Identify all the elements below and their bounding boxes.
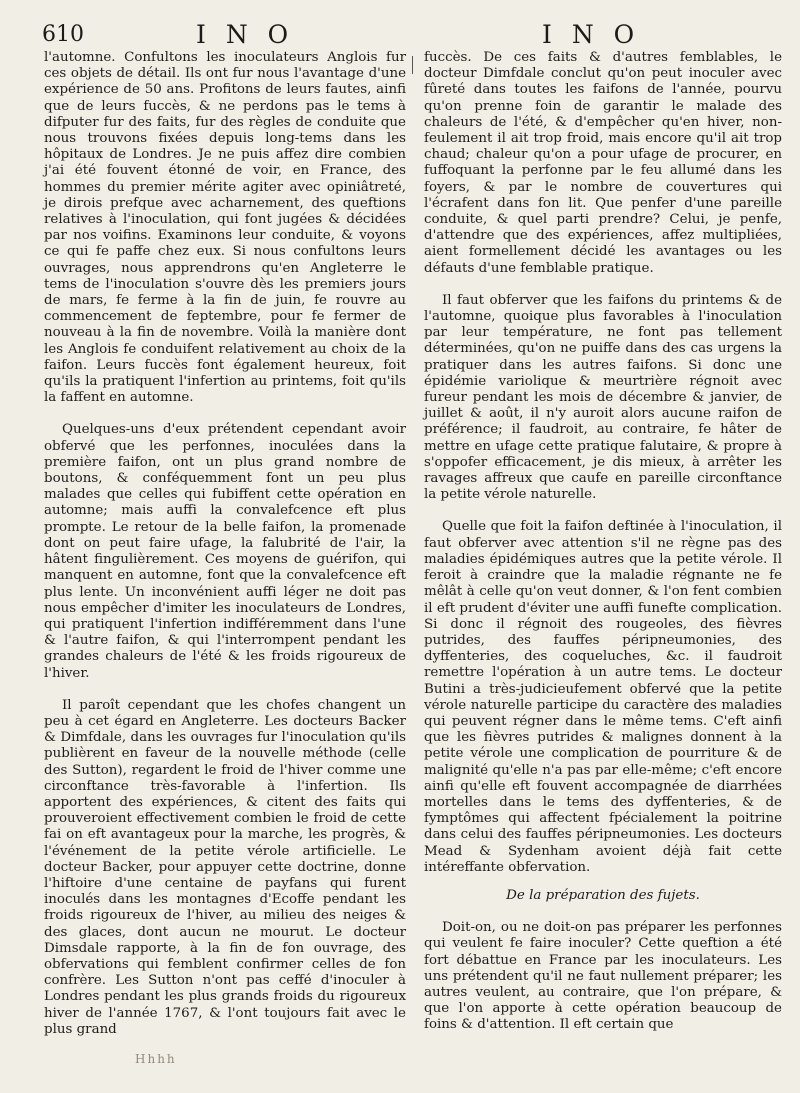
column-divider — [412, 56, 413, 74]
paragraph: Quelle que foit la faifon deftinée à l'inoculation, il faut obferver avec attention s'il ne règne pas des maladies épidémiques autres que la petite vérole. Il feroit à craindre que la maladie régnante ne fe mêlât à celle qu'on veut donner, & l'on fent combien il eft prudent d'éviter une auffi funefte complication. Si donc il régnoit des rougeoles, des fièvres putrides, des fauffes péripneumonies, des dyffenteries, des coqueluches, &c. il faudroit remettre l'opération à un autre tems. Le docteur Butini a très-judicieufement obfervé que la petite vérole naturelle participe du caractère des maladies qui peuvent régner dans le même tems. C'eft ainfi que les fièvres putrides & malignes donnent à la petite vérole une complication de pourriture & de malignité qu'elle n'a pas par elle-même; c'eft encore ainfi qu'elle eft fouvent accompagnée de diarrhées mortelles dans le tems des dyffenteries, & de fymptômes qui affectent fpécialement la poitrine dans celui des fauffes péripneumonies. Les docteurs Mead & Sydenham avoient déjà fait cette intéreffante obfervation. — [424, 519, 782, 875]
signature-mark: Hhhh — [135, 1052, 177, 1066]
paragraph: l'automne. Confultons les inoculateurs Anglois fur ces objets de détail. Ils ont fur nous l'avantage d'une expérience de 50 ans. Profitons de leurs fautes, ainfi que de leurs fuccès, & ne perdons pas le tems à difputer fur des faits, fur des règles de conduite que nous trouvons fixées depuis long-tems dans les hôpitaux de Londres. Je ne puis affez dire combien j'ai été fouvent étonné de voir, en France, des hommes du premier mérite agiter avec opiniâtreté, je dirois prefque avec acharnement, des queftions relatives à l'inoculation, qui font jugées & décidées par nos voifins. Examinons leur conduite, & voyons ce qui fe paffe chez eux. Si nous confultons leurs ouvrages, nous apprendrons qu'en Angleterre le tems de l'inoculation s'ouvre dès les premiers jours de mars, fe ferme à la fin de juin, fe rouvre au commencement de feptembre, pour fe fermer de nouveau à la fin de novembre. Voilà la manière dont les Anglois fe conduifent relativement au choix de la faifon. Leurs fuccès font également heureux, foit qu'ils la pratiquent l'infertion au printems, foit qu'ils la faffent en automne. — [44, 50, 406, 406]
paragraph: fuccès. De ces faits & d'autres femblables, le docteur Dimfdale conclut qu'on peut inoculer avec fûreté dans toutes les faifons de l'année, pourvu qu'on prenne foin de garantir le malade des chaleurs de l'été, & d'empêcher qu'en hiver, non-feulement il ait trop froid, mais encore qu'il ait trop chaud; chaleur qu'on a pour ufage de procurer, en fuffoquant la perfonne par le feu allumé dans les foyers, & par le nombre de couvertures qui l'écrafent dans fon lit. Que penfer d'une pareille conduite, & quel parti prendre? Celui, je penfe, d'attendre que des expériences, affez multipliées, aient formellement décidé les avantages ou les défauts d'une femblable pratique. — [424, 50, 782, 276]
paragraph: Il faut obferver que les faifons du printems & de l'automne, quoique plus favorables à l'inoculation par leur température, ne font pas tellement déterminées, qu'on ne puiffe dans des cas urgens la pratiquer dans les autres faifons. Si donc une épidémie variolique & meurtrière régnoit avec fureur pendant les mois de décembre & janvier, de juillet & août, il n'y auroit alors aucune raifon de préférence; il faudroit, au contraire, fe hâter de mettre en ufage cette pratique falutaire, & propre à s'oppofer efficacement, je dis mieux, à arrêter les ravages affreux que caufe en pareille circonftance la petite vérole naturelle. — [424, 292, 782, 503]
running-head-right: I N O — [542, 20, 641, 49]
page-number: 610 — [42, 22, 84, 47]
paragraph: Quelques-uns d'eux prétendent cependant avoir obfervé que les perfonnes, inoculées dans la première faifon, ont un plus grand nombre de boutons, & conféquemment font un peu plus malades que celles qui fubiffent cette opération en automne; mais auffi la convalefcence eft plus prompte. Le retour de la belle faifon, la promenade dont on peut faire ufage, la falubrité de l'air, la hâtent fingulièrement. Ces moyens de guérifon, qui manquent en automne, font que la convalefcence eft plus lente. Un inconvénient auffi léger ne doit pas nous empêcher d'imiter les inoculateurs de Londres, qui pratiquent l'infertion indifféremment dans l'une & l'autre faifon, & qui l'interrompent pendant les grandes chaleurs de l'été & les froids rigoureux de l'hiver. — [44, 422, 406, 681]
paragraph: Il paroît cependant que les chofes changent un peu à cet égard en Angleterre. Les docteurs Backer & Dimfdale, dans les ouvrages fur l'inoculation qu'ils publièrent en faveur de la nouvelle méthode (celle des Sutton), regardent le froid de l'hiver comme une circonftance très-favorable à l'infertion. Ils apportent des expériences, & citent des faits qui prouveroient effectivement combien le froid de cette fai on eft avantageux pour la marche, les progrès, & l'événement de la petite vérole artificielle. Le docteur Backer, pour appuyer cette doctrine, donne l'hiftoire d'une centaine de payfans qui furent inoculés dans les montagnes d'Ecoffe pendant les froids rigoureux de l'hiver, au milieu des neiges & des glaces, dont aucun ne mourut. Le docteur Dimsdale rapporte, à la fin de fon ouvrage, des obfervations qui femblent confirmer celles de fon confrère. Les Sutton n'ont pas ceffé d'inoculer à Londres pendant les plus grands froids du rigoureux hiver de l'année 1767, & l'ont toujours fait avec le plus grand — [44, 697, 406, 1037]
paragraph: Doit-on, ou ne doit-on pas préparer les perfonnes qui veulent fe faire inoculer? Cette queftion a été fort débattue en France par les inoculateurs. Les uns prétendent qu'il ne faut nullement préparer; les autres veulent, au contraire, que l'on prépare, & que l'on apporte à cette opération beaucoup de foins & d'attention. Il eft certain que — [424, 920, 782, 1033]
running-head-left: I N O — [196, 20, 295, 49]
left-column — [44, 50, 406, 1038]
page-header — [0, 20, 800, 54]
section-title: De la préparation des fujets. — [506, 887, 700, 903]
right-column — [424, 50, 782, 1034]
